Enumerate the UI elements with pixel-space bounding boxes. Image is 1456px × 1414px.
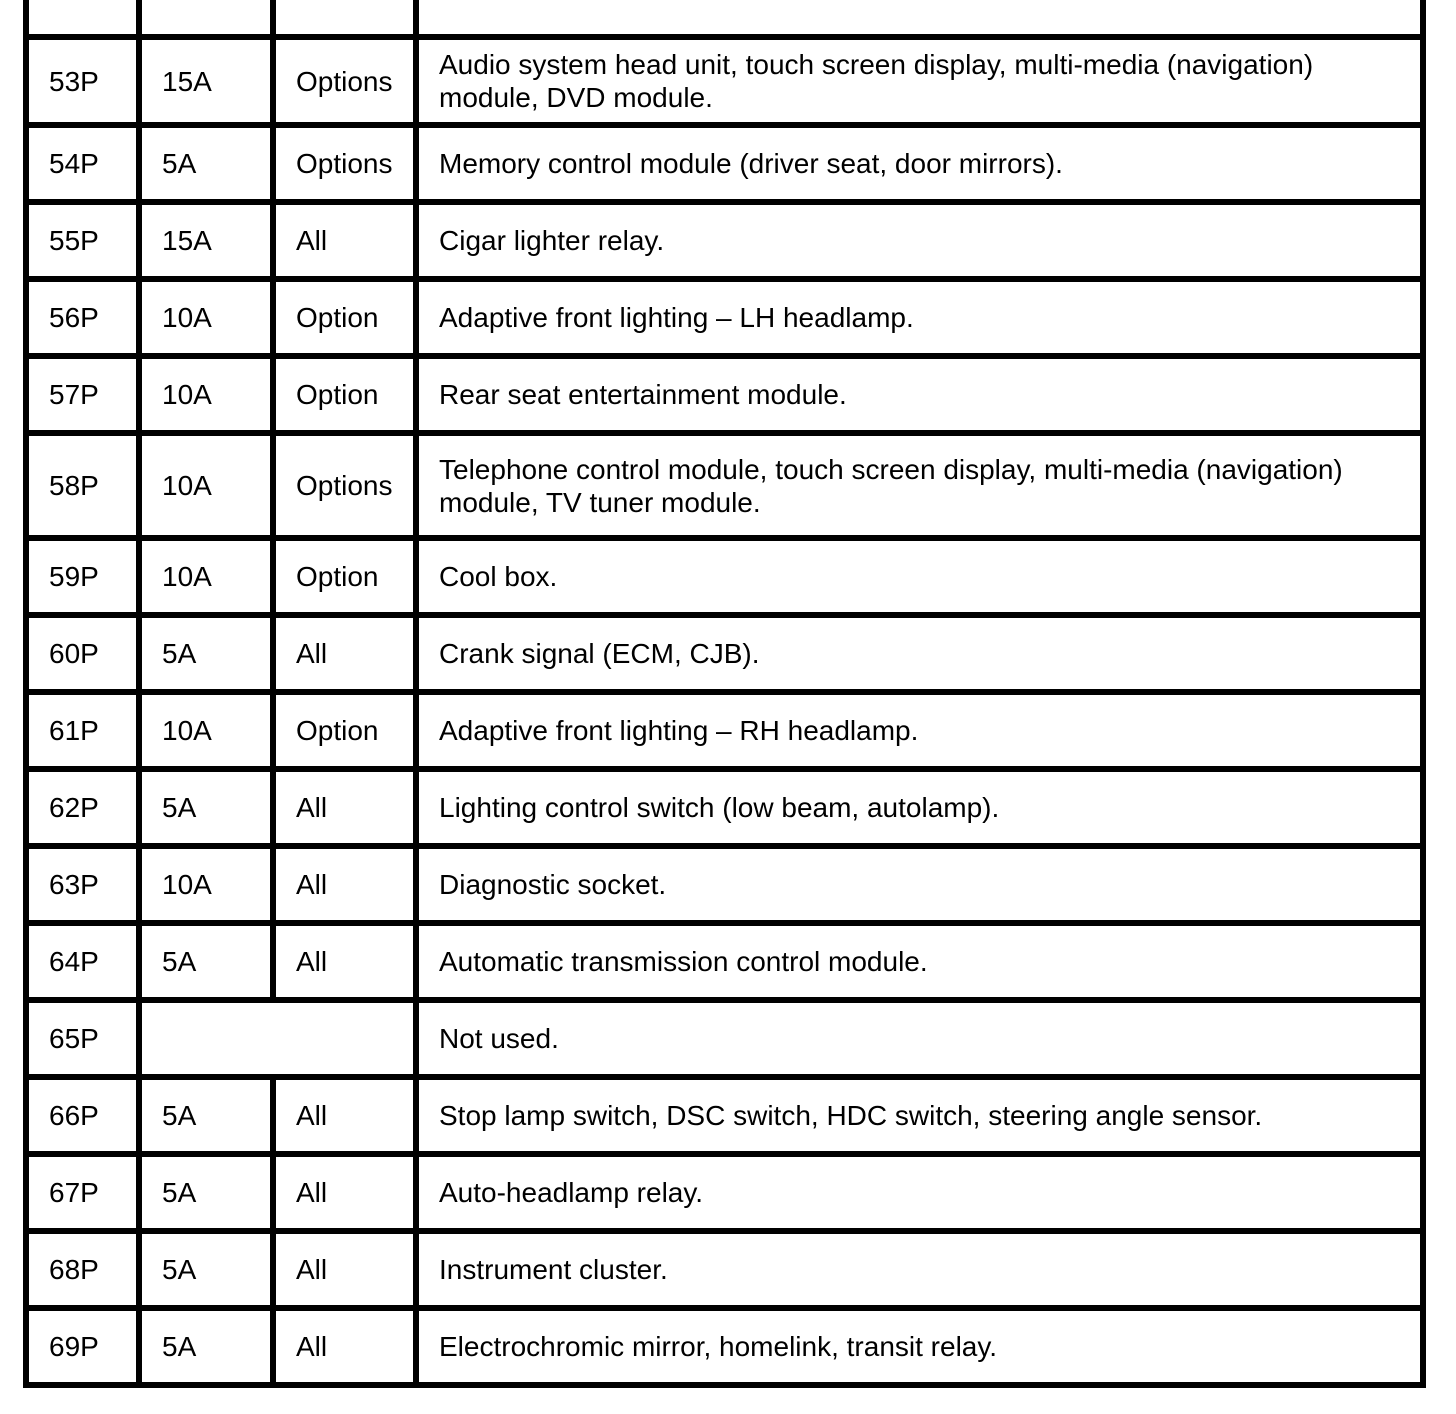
description-cell: Stop lamp switch, DSC switch, HDC switch, steering angle sensor. bbox=[416, 1077, 1423, 1154]
fuse-id-cell: 67P bbox=[26, 1154, 139, 1231]
description-cell: Cigar lighter relay. bbox=[416, 202, 1423, 279]
table-row bbox=[26, 1231, 1423, 1308]
fuse-id-cell: 56P bbox=[26, 279, 139, 356]
fitment-cell: All bbox=[273, 202, 416, 279]
amperage-cell: 10A bbox=[139, 279, 273, 356]
table-row-clipped bbox=[26, 0, 1423, 37]
fuse-id-cell: 62P bbox=[26, 769, 139, 846]
empty-merged-cell bbox=[139, 1000, 416, 1077]
amperage-cell: 5A bbox=[139, 1308, 273, 1385]
table-row bbox=[26, 433, 1423, 538]
fuse-id-cell: 69P bbox=[26, 1308, 139, 1385]
description-cell: Instrument cluster. bbox=[416, 1231, 1423, 1308]
fuse-id-cell: 60P bbox=[26, 615, 139, 692]
table-row bbox=[26, 37, 1423, 125]
description-cell bbox=[416, 0, 1423, 37]
table-row bbox=[26, 846, 1423, 923]
amperage-cell: 5A bbox=[139, 1154, 273, 1231]
table-row bbox=[26, 1000, 1423, 1077]
amperage-cell: 10A bbox=[139, 538, 273, 615]
table-row bbox=[26, 202, 1423, 279]
fitment-cell: All bbox=[273, 769, 416, 846]
fitment-cell: All bbox=[273, 1154, 416, 1231]
table-row bbox=[26, 1077, 1423, 1154]
amperage-cell: 5A bbox=[139, 923, 273, 1000]
description-cell: Memory control module (driver seat, door mirrors). bbox=[416, 125, 1423, 202]
description-cell: Cool box. bbox=[416, 538, 1423, 615]
fitment-cell: Option bbox=[273, 279, 416, 356]
fitment-cell: Options bbox=[273, 125, 416, 202]
fitment-cell bbox=[273, 0, 416, 37]
fitment-cell: All bbox=[273, 846, 416, 923]
amperage-cell: 15A bbox=[139, 202, 273, 279]
fuse-table bbox=[23, 0, 1426, 1388]
amperage-cell: 5A bbox=[139, 1231, 273, 1308]
fuse-id-cell: 63P bbox=[26, 846, 139, 923]
fitment-cell: All bbox=[273, 1308, 416, 1385]
fuse-id-cell: 58P bbox=[26, 433, 139, 538]
table-row bbox=[26, 356, 1423, 433]
description-cell: Adaptive front lighting – LH headlamp. bbox=[416, 279, 1423, 356]
amperage-cell bbox=[139, 0, 273, 37]
table-row bbox=[26, 538, 1423, 615]
table-row bbox=[26, 125, 1423, 202]
description-cell: Adaptive front lighting – RH headlamp. bbox=[416, 692, 1423, 769]
table-row bbox=[26, 923, 1423, 1000]
fuse-id-cell: 53P bbox=[26, 37, 139, 125]
fuse-id-cell: 61P bbox=[26, 692, 139, 769]
description-cell: Telephone control module, touch screen display, multi-media (navigation) module, TV tuner module. bbox=[416, 433, 1423, 538]
table-row bbox=[26, 769, 1423, 846]
description-cell: Diagnostic socket. bbox=[416, 846, 1423, 923]
amperage-cell: 10A bbox=[139, 433, 273, 538]
fitment-cell: Options bbox=[273, 37, 416, 125]
table-row bbox=[26, 1154, 1423, 1231]
fitment-cell: Option bbox=[273, 692, 416, 769]
amperage-cell: 5A bbox=[139, 769, 273, 846]
amperage-cell: 15A bbox=[139, 37, 273, 125]
amperage-cell: 5A bbox=[139, 125, 273, 202]
fitment-cell: Option bbox=[273, 538, 416, 615]
fitment-cell: All bbox=[273, 1077, 416, 1154]
table-row bbox=[26, 1308, 1423, 1385]
description-cell: Automatic transmission control module. bbox=[416, 923, 1423, 1000]
amperage-cell: 5A bbox=[139, 615, 273, 692]
fuse-id-cell: 68P bbox=[26, 1231, 139, 1308]
table-row bbox=[26, 615, 1423, 692]
fuse-id-cell bbox=[26, 0, 139, 37]
amperage-cell: 5A bbox=[139, 1077, 273, 1154]
description-cell: Audio system head unit, touch screen display, multi-media (navigation) module, DVD module. bbox=[416, 37, 1423, 125]
fuse-id-cell: 59P bbox=[26, 538, 139, 615]
amperage-cell: 10A bbox=[139, 846, 273, 923]
fuse-id-cell: 57P bbox=[26, 356, 139, 433]
fuse-id-cell: 64P bbox=[26, 923, 139, 1000]
fitment-cell: Options bbox=[273, 433, 416, 538]
fuse-id-cell: 65P bbox=[26, 1000, 139, 1077]
description-cell: Electrochromic mirror, homelink, transit relay. bbox=[416, 1308, 1423, 1385]
fitment-cell: Option bbox=[273, 356, 416, 433]
amperage-cell: 10A bbox=[139, 692, 273, 769]
table-row bbox=[26, 692, 1423, 769]
fitment-cell: All bbox=[273, 615, 416, 692]
amperage-cell: 10A bbox=[139, 356, 273, 433]
description-cell: Auto-headlamp relay. bbox=[416, 1154, 1423, 1231]
description-cell: Crank signal (ECM, CJB). bbox=[416, 615, 1423, 692]
description-cell: Lighting control switch (low beam, autolamp). bbox=[416, 769, 1423, 846]
fuse-id-cell: 54P bbox=[26, 125, 139, 202]
description-cell: Rear seat entertainment module. bbox=[416, 356, 1423, 433]
fitment-cell: All bbox=[273, 923, 416, 1000]
table-row bbox=[26, 279, 1423, 356]
fuse-id-cell: 66P bbox=[26, 1077, 139, 1154]
fuse-id-cell: 55P bbox=[26, 202, 139, 279]
fitment-cell: All bbox=[273, 1231, 416, 1308]
description-cell: Not used. bbox=[416, 1000, 1423, 1077]
